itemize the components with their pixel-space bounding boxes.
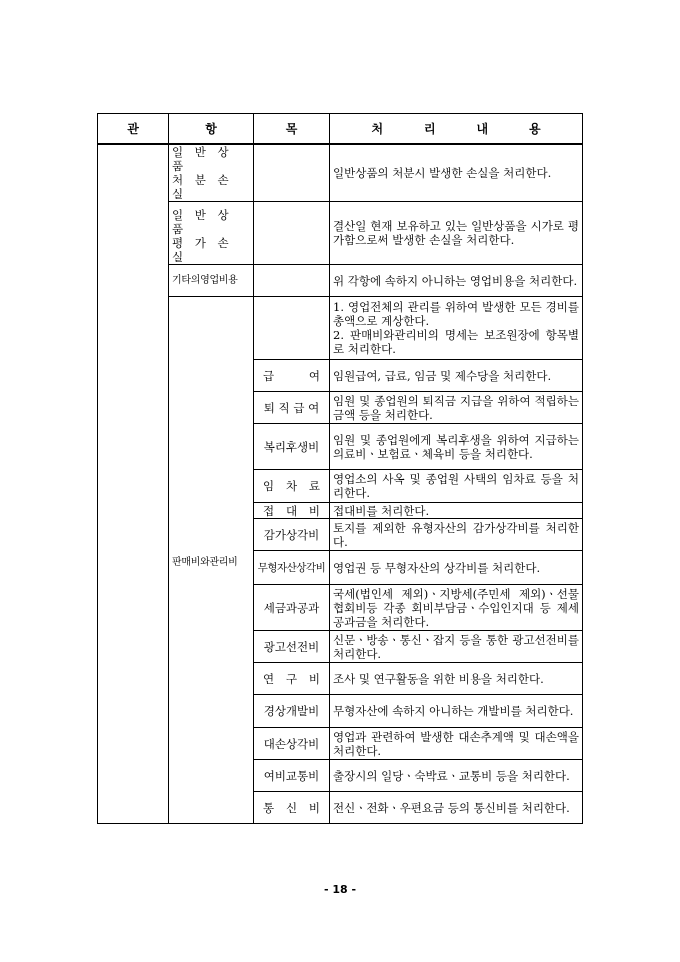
header-mok: 목 bbox=[254, 114, 330, 145]
mok-cell: 퇴 직 급 여 bbox=[254, 392, 330, 424]
mok-char: 임 bbox=[263, 479, 275, 493]
hang-line: 일 반 상 품 bbox=[172, 208, 233, 236]
desc-cell: 접대비를 처리한다. bbox=[330, 503, 583, 519]
table-row bbox=[98, 144, 583, 202]
mok-char: 접 bbox=[263, 503, 275, 518]
header-gwan: 관 bbox=[98, 114, 169, 145]
desc-cell: 무형자산에 속하지 아니하는 개발비를 처리한다. bbox=[330, 695, 583, 728]
desc-cell: 전신ㆍ전화ㆍ우편요금 등의 통신비를 처리한다. bbox=[330, 792, 583, 824]
hang-cell bbox=[169, 297, 254, 824]
desc-cell: 영업소의 사옥 및 종업원 사택의 임차료 등을 처리한다. bbox=[330, 470, 583, 503]
mok-char: 연 bbox=[263, 671, 275, 686]
mok-cell bbox=[254, 144, 330, 202]
hang-cell bbox=[169, 202, 254, 265]
table-row bbox=[98, 265, 583, 297]
desc-cell: 영업권 등 무형자산의 상각비를 처리한다. bbox=[330, 551, 583, 585]
mok-cell: 광고선전비 bbox=[254, 631, 330, 663]
mok-cell: 감가상각비 bbox=[254, 519, 330, 551]
header-desc bbox=[330, 114, 583, 145]
mok-cell bbox=[254, 265, 330, 297]
mok-cell: 무형자산상각비 bbox=[254, 551, 330, 585]
desc-cell: 임원 및 종업원에게 복리후생을 위하여 지급하는 의료비ㆍ보험료ㆍ체육비 등을 처리한다. bbox=[330, 424, 583, 470]
hang-line: 판매비와관리비 bbox=[172, 557, 238, 568]
hang-line: 기타의영업비용 bbox=[172, 274, 238, 286]
mok-char: 비 bbox=[308, 503, 320, 518]
mok-cell bbox=[254, 202, 330, 265]
mok-cell: 복리후생비 bbox=[254, 424, 330, 470]
header-desc-char: 처 bbox=[371, 121, 384, 136]
header-desc-char: 용 bbox=[528, 121, 541, 136]
mok-char: 비 bbox=[308, 671, 320, 686]
mok-cell: 세금과공과 bbox=[254, 585, 330, 631]
mok-char: 급 bbox=[263, 368, 275, 383]
hang-line: 처 분 손 실 bbox=[172, 173, 233, 201]
account-table bbox=[97, 113, 583, 824]
desc-cell: 영업과 관련하여 발생한 대손추계액 및 대손액을 처리한다. bbox=[330, 728, 583, 760]
mok-cell bbox=[254, 360, 330, 392]
hang-cell bbox=[169, 265, 254, 297]
desc-cell: 일반상품의 처분시 발생한 손실을 처리한다. bbox=[330, 144, 583, 202]
desc-cell: 임원급여, 급료, 임금 및 제수당을 처리한다. bbox=[330, 360, 583, 392]
mok-char: 대 bbox=[285, 503, 298, 518]
mok-char: 여 bbox=[308, 368, 320, 383]
mok-cell bbox=[254, 297, 330, 360]
hang-line: 일 반 상 품 bbox=[172, 145, 233, 173]
desc-cell: 위 각항에 속하지 아니하는 영업비용을 처리한다. bbox=[330, 265, 583, 297]
mok-cell: 여비교통비 bbox=[254, 760, 330, 792]
table-row bbox=[98, 202, 583, 265]
desc-cell: 결산일 현재 보유하고 있는 일반상품을 시가로 평가함으로써 발생한 손실을 처리한다. bbox=[330, 202, 583, 265]
mok-cell bbox=[254, 470, 330, 503]
mok-char: 통 bbox=[263, 800, 275, 815]
desc-cell: 조사 및 연구활동을 위한 비용을 처리한다. bbox=[330, 663, 583, 695]
desc-line: 2. 판매비와관리비의 명세는 보조원장에 항목별로 처리한다. bbox=[333, 328, 579, 356]
mok-char: 비 bbox=[308, 800, 320, 815]
mok-cell: 경상개발비 bbox=[254, 695, 330, 728]
gwan-cell bbox=[98, 144, 169, 824]
desc-cell bbox=[330, 297, 583, 360]
header-hang: 항 bbox=[169, 114, 254, 145]
mok-char: 료 bbox=[308, 479, 320, 493]
desc-cell: 토지를 제외한 유형자산의 감가상각비를 처리한다. bbox=[330, 519, 583, 551]
header-desc-char: 내 bbox=[476, 121, 489, 136]
desc-line: 1. 영업전체의 관리를 위하여 발생한 모든 경비를 총액으로 계상한다. bbox=[333, 300, 579, 328]
mok-char: 신 bbox=[285, 800, 298, 815]
mok-cell bbox=[254, 503, 330, 519]
page-number: - 18 - bbox=[323, 883, 357, 896]
mok-cell bbox=[254, 792, 330, 824]
hang-cell bbox=[169, 144, 254, 202]
hang-line: 평 가 손 실 bbox=[172, 236, 233, 264]
mok-cell: 대손상각비 bbox=[254, 728, 330, 760]
desc-cell: 출장시의 일당ㆍ숙박료ㆍ교통비 등을 처리한다. bbox=[330, 760, 583, 792]
desc-cell: 임원 및 종업원의 퇴직금 지급을 위하여 적립하는 금액 등을 처리한다. bbox=[330, 392, 583, 424]
desc-cell: 신문ㆍ방송ㆍ통신ㆍ잡지 등을 통한 광고선전비를 처리한다. bbox=[330, 631, 583, 663]
mok-char: 구 bbox=[285, 671, 298, 686]
desc-cell: 국세(법인세 제외)ㆍ지방세(주민세 제외)ㆍ선물협회비등 각종 회비부담금ㆍ수입인지대 등 제세공과금을 처리한다. bbox=[330, 585, 583, 631]
header-desc-char: 리 bbox=[423, 121, 436, 136]
mok-cell bbox=[254, 663, 330, 695]
header-row bbox=[98, 114, 583, 145]
table-row bbox=[98, 297, 583, 360]
mok-char: 차 bbox=[285, 479, 298, 493]
